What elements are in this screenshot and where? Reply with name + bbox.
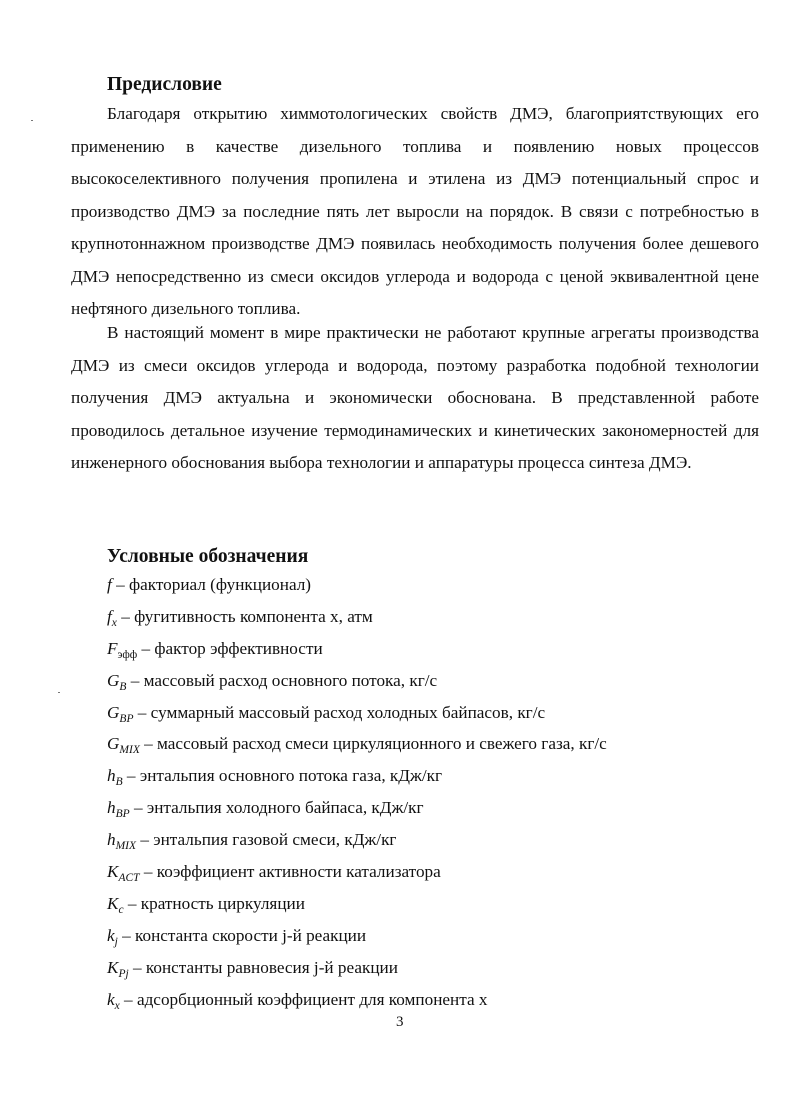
notation-item: $F_{эфф}$ – фактор эффективности: [107, 638, 323, 661]
page-number: 3: [396, 1014, 404, 1030]
notation-item: $K_{Pj}$ – константы равновесия j-й реакции: [107, 957, 398, 980]
notation-item: $G_B$ – массовый расход основного потока, кг/с: [107, 670, 438, 693]
notation-item: $f_x$ – фугитивность компонента x, атм: [107, 606, 373, 629]
notation-item: $h_B$ – энтальпия основного потока газа, кДж/кг: [107, 766, 443, 789]
preface-paragraph-2: В настоящий момент в мире практически не работают крупные агрегаты производства ДМЭ из смеси оксидов углерода и водорода, поэтому разработка подобной технологии получения ДМЭ актуальна и экономически обоснована. В представленной работе проводилось детальное изучение термодинамических и кинетических закономерностей для инженерного обоснования выбора технологии и аппаратуры процесса синтеза ДМЭ.: [71, 323, 759, 472]
scan-speck: [31, 120, 33, 121]
preface-heading: Предисловие: [107, 74, 222, 95]
notation-list: [107, 569, 607, 1015]
scan-speck: [58, 692, 60, 693]
notation-item: $h_{MIX}$ – энтальпия газовой смеси, кДж/кг: [107, 830, 397, 853]
notation-item: $G_{MIX}$ – массовый расход смеси циркуляционного и свежего газа, кг/с: [107, 734, 607, 757]
notation-item: $h_{BP}$ – энтальпия холодного байпаса, кДж/кг: [107, 798, 424, 821]
notation-item: $K_{ACT}$ – коэффициент активности катализатора: [107, 862, 441, 885]
notation-item: $K_c$ – кратность циркуляции: [107, 893, 305, 916]
notation-item: $k_x$ – адсорбционный коэффициент для компонента x: [107, 989, 488, 1012]
notation-item: f – факториал (функционал): [107, 575, 312, 594]
notation-item: $G_{BP}$ – суммарный массовый расход холодных байпасов, кг/с: [107, 702, 546, 725]
preface-paragraph-1: Благодаря открытию химмотологических свойств ДМЭ, благоприятствующих его применению в качестве дизельного топлива и появлению новых процессов высокоселективного получения пропилена и этилена из ДМЭ потенциальный спрос и производство ДМЭ за последние пять лет выросли на порядок. В связи с потребностью в крупнотоннажном производстве ДМЭ появилась необходимость получения более дешевого ДМЭ непосредственно из смеси оксидов углерода и водорода с ценой эквивалентной цене нефтяного дизельного топлива.: [71, 104, 759, 318]
notation-item: $k_j$ – константа скорости j-й реакции: [107, 925, 367, 948]
notation-heading: Условные обозначения: [107, 546, 309, 567]
